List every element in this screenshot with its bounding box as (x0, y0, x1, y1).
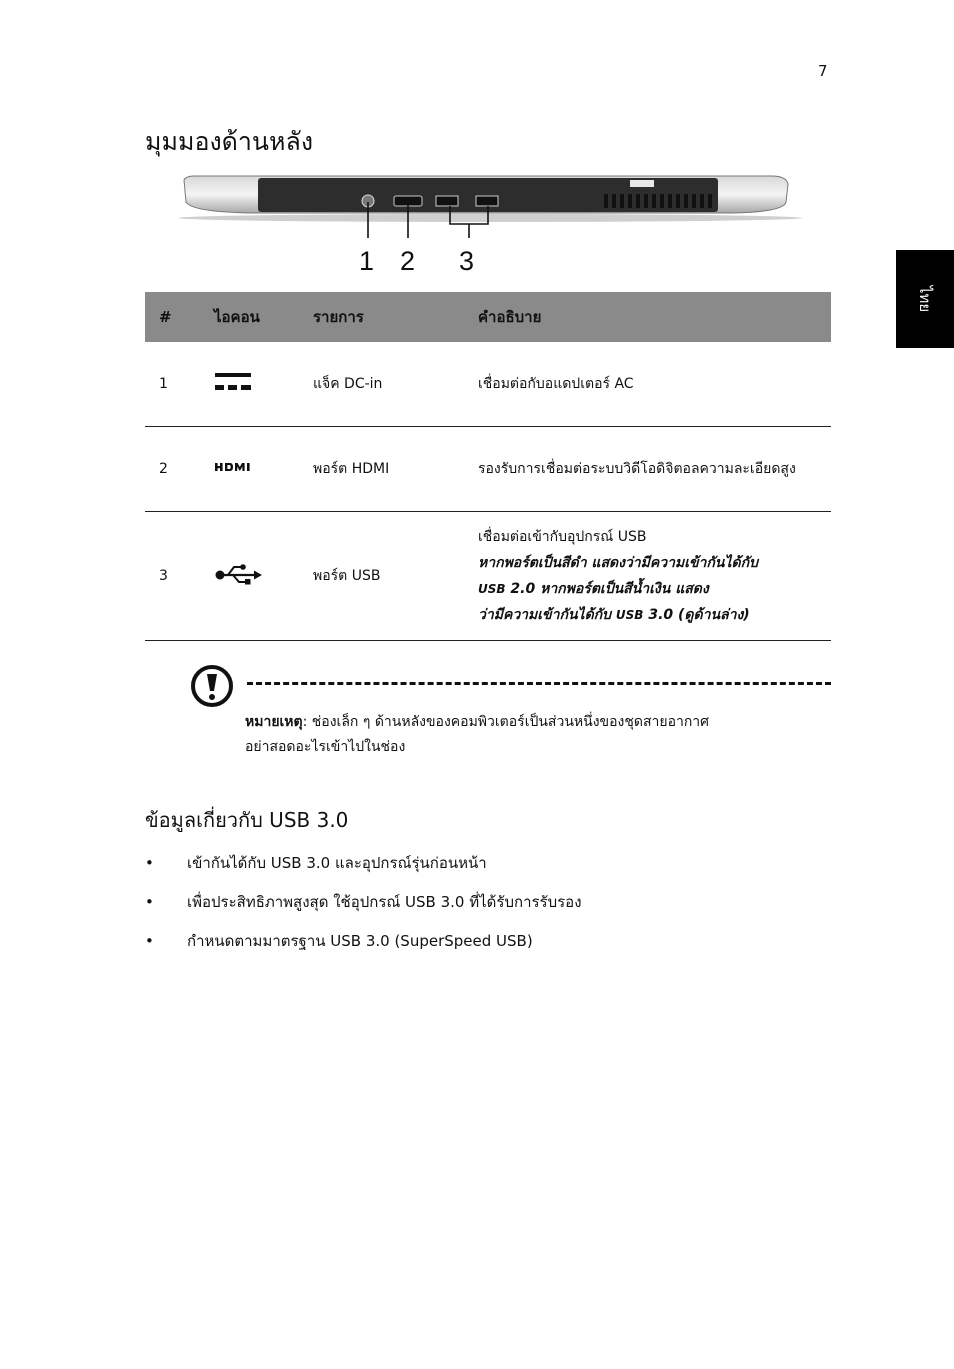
callout-2: 2 (400, 246, 416, 276)
row-description: รองรับการเชื่อมต่อระบบวิดีโอดิจิตอลความละเอียดสูง (464, 427, 831, 512)
list-item (145, 889, 582, 928)
ports-table (145, 292, 831, 641)
row-description-em-2: 2.0 หากพอร์ตเป็นสีน้ำเงิน แสดง (505, 581, 709, 597)
dc-in-icon (214, 371, 252, 393)
list-item (145, 850, 582, 889)
bullet-icon: • (145, 854, 154, 872)
note-body-2: อย่าสอดอะไรเข้าไปในช่อง (245, 739, 406, 755)
list-item-text: เข้ากันได้กับ USB 3.0 และอุปกรณ์รุ่นก่อนหน้า (187, 854, 487, 872)
hdmi-icon (214, 461, 254, 473)
row-item: แจ็ค DC-in (299, 342, 464, 427)
callout-1: 1 (359, 246, 375, 276)
bullet-icon: • (145, 932, 154, 950)
row-item: พอร์ต USB (299, 512, 464, 641)
row-description: เชื่อมต่อกับอแดปเตอร์ AC (464, 342, 831, 427)
usb-text: USB (615, 608, 644, 622)
language-tab (896, 250, 954, 348)
callout-3: 3 (459, 246, 475, 276)
list-item-text: เพื่อประสิทธิภาพสูงสุด ใช้อุปกรณ์ USB 3.0 ที่ได้รับการรับรอง (187, 893, 582, 911)
row-description-em-3-end: 3.0 (ดูด้านล่าง) (643, 607, 750, 623)
row-description: เชื่อมต่อเข้ากับอุปกรณ์ USB (478, 529, 647, 545)
row-num: 2 (145, 427, 200, 512)
header-icon: ไอคอน (200, 292, 299, 342)
table-row (145, 512, 831, 641)
row-num: 3 (145, 512, 200, 641)
header-num: # (145, 292, 200, 342)
note-label: หมายเหตุ (245, 714, 303, 730)
note-body-1: : ช่องเล็ก ๆ ด้านหลังของคอมพิวเตอร์เป็นส่วนหนึ่งของชุดสายอากาศ (302, 714, 710, 730)
usb-text: USB (478, 582, 506, 596)
header-item: รายการ (299, 292, 464, 342)
list-item (145, 928, 582, 967)
table-header-row (145, 292, 831, 342)
language-tab-label: ไทย (916, 285, 934, 313)
row-num: 1 (145, 342, 200, 427)
list-item-text: กำหนดตามมาตรฐาน USB 3.0 (SuperSpeed USB) (187, 932, 533, 950)
page-number: 7 (818, 62, 828, 80)
usb-icon (214, 562, 264, 586)
usb-section-title: ข้อมูลเกี่ยวกับ USB 3.0 (145, 808, 349, 832)
usb-info-list (145, 850, 582, 967)
note-text (245, 710, 805, 760)
table-row (145, 342, 831, 427)
row-description-block (464, 512, 831, 641)
table-row (145, 427, 831, 512)
row-item: พอร์ต HDMI (299, 427, 464, 512)
laptop-rear-view-image (172, 172, 812, 252)
row-description-em-3: ว่ามีความเข้ากันได้กับ (478, 607, 616, 623)
header-description: คำอธิบาย (464, 292, 831, 342)
bullet-icon: • (145, 893, 154, 911)
row-description-em-1: หากพอร์ตเป็นสีดำ แสดงว่ามีความเข้ากันได้กับ (478, 555, 758, 571)
note-divider (247, 682, 831, 685)
section-title: มุมมองด้านหลัง (145, 127, 314, 156)
warning-icon (190, 664, 234, 708)
